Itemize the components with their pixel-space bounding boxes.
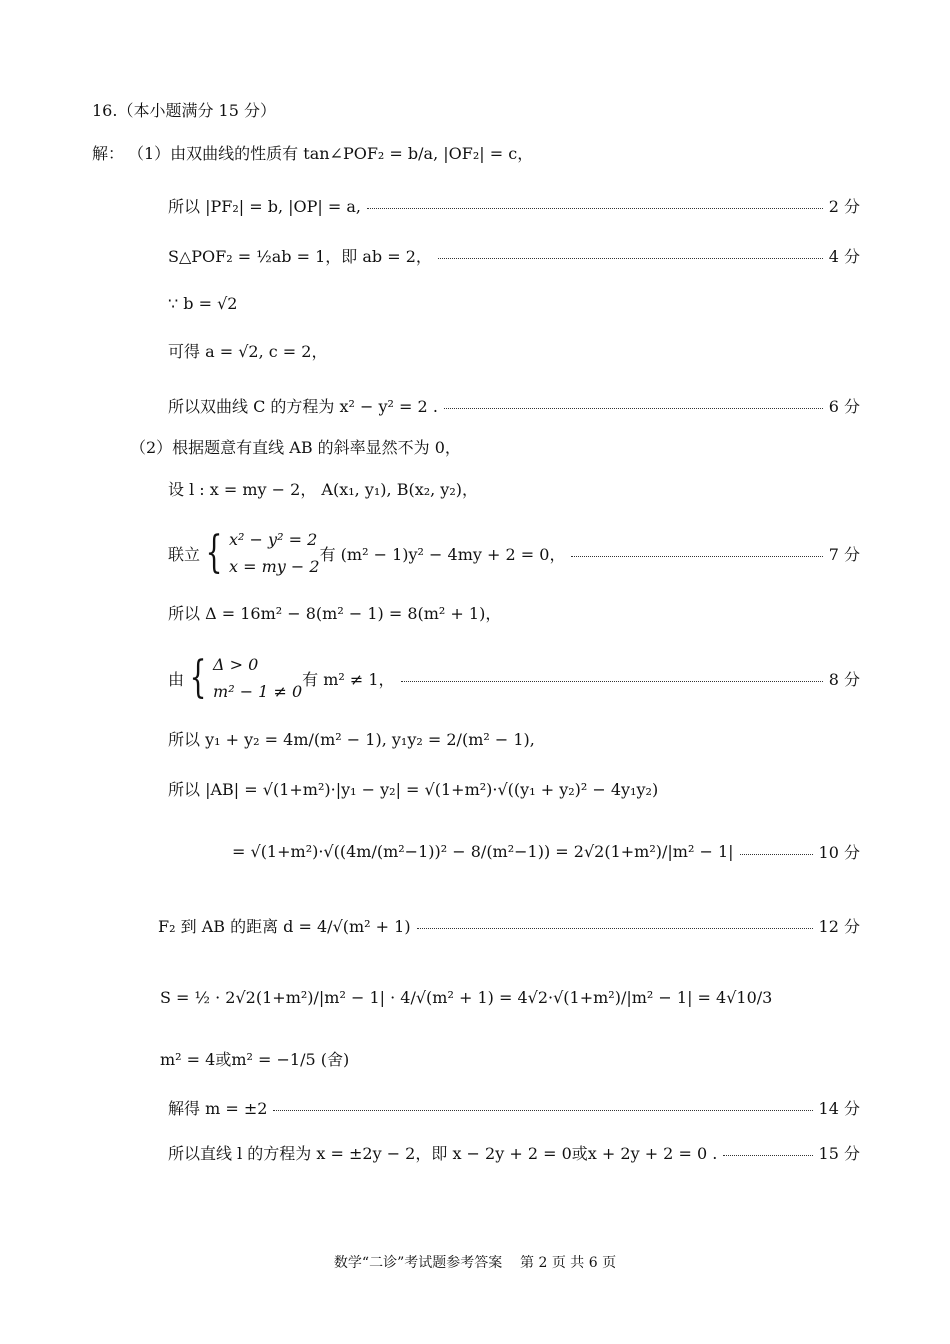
leader-dots: [723, 1155, 812, 1156]
leader-dots: [367, 208, 823, 209]
leader-dots: [740, 854, 813, 855]
system-of-equations: [168, 527, 566, 578]
solution-label: 解：: [92, 144, 125, 163]
score-mark: 7 分: [828, 544, 860, 564]
solution-line: = √(1+m²)·√((4m/(m²−1))² − 8/(m²−1)) = 2√2(1+m²)/|m² − 1|: [232, 842, 734, 861]
equation: x = my − 2: [229, 557, 320, 576]
score-mark: 6 分: [828, 397, 860, 416]
solution-line: 所以 y₁ + y₂ = 4m/(m² − 1), y₁y₂ = 2/(m² − 1),: [168, 730, 535, 749]
solution-row: [168, 652, 860, 703]
solution-line: 所以直线 l 的方程为 x = ±2y − 2，即 x − 2y + 2 = 0或x + 2y + 2 = 0 .: [168, 1144, 718, 1163]
score-mark: 2 分: [828, 197, 860, 216]
score-mark: 12 分: [818, 917, 860, 936]
solution-text: 有 (m² − 1)y² − 4my + 2 = 0，: [319, 544, 566, 564]
solution-row: [168, 394, 860, 417]
brace-glyph: {: [205, 527, 223, 578]
solution-row: [168, 1096, 860, 1119]
solution-line: 所以 |AB| = √(1+m²)·|y₁ − y₂| = √(1+m²)·√((y₁ + y₂)² − 4y₁y₂): [168, 780, 659, 799]
solution-line-part1-property: （1）由双曲线的性质有 tan∠POF₂ = b/a, |OF₂| = c，: [128, 144, 534, 163]
page-footer: 数学“二诊”考试题参考答案 第 2 页 共 6 页: [333, 1255, 617, 1271]
solution-line: S△POF₂ = ½ab = 1，即 ab = 2，: [168, 247, 432, 266]
brace-system: [184, 652, 303, 703]
solution-text: 由: [168, 669, 185, 689]
solution-line: 可得 a = √2, c = 2，: [168, 342, 328, 361]
solution-line: 设 l : x = my − 2， A(x₁, y₁), B(x₂, y₂)，: [168, 480, 479, 499]
solution-line: m² = 4或m² = −1/5 (舍): [160, 1050, 350, 1069]
score-mark: 4 分: [828, 247, 860, 266]
equation: x² − y² = 2: [229, 530, 318, 549]
score-mark: 15 分: [818, 1144, 860, 1163]
solution-line: ∵ b = √2: [168, 294, 238, 313]
brace-system: [200, 527, 320, 578]
system-of-conditions: [168, 652, 395, 703]
solution-line: 所以 Δ = 16m² − 8(m² − 1) = 8(m² + 1)，: [168, 604, 502, 623]
leader-dots: [401, 681, 823, 682]
solution-line: S = ½ · 2√2(1+m²)/|m² − 1| · 4/√(m² + 1) = 4√2·√(1+m²)/|m² − 1| = 4√10/3: [160, 988, 773, 1007]
question-header: 16.（本小题满分 15 分）: [92, 101, 276, 120]
score-mark: 10 分: [818, 843, 860, 862]
solution-row: [158, 914, 860, 937]
leader-dots: [417, 928, 813, 929]
leader-dots: [444, 408, 823, 409]
score-mark: 14 分: [818, 1099, 860, 1118]
condition: m² − 1 ≠ 0: [213, 682, 303, 701]
solution-row: [168, 194, 860, 217]
solution-row: [232, 840, 860, 863]
condition: Δ > 0: [213, 655, 259, 674]
solution-line-part2-intro: （2）根据题意有直线 AB 的斜率显然不为 0，: [130, 438, 461, 457]
leader-dots: [438, 258, 823, 259]
solution-row: [168, 1141, 860, 1164]
leader-dots: [273, 1110, 812, 1111]
solution-row: [168, 244, 860, 267]
solution-line: 所以双曲线 C 的方程为 x² − y² = 2 .: [168, 397, 438, 416]
solution-line: F₂ 到 AB 的距离 d = 4/√(m² + 1): [158, 917, 411, 936]
solution-line: 解得 m = ±2: [168, 1099, 268, 1118]
solution-text: 有 m² ≠ 1，: [302, 669, 395, 689]
solution-line: 所以 |PF₂| = b, |OP| = a,: [168, 197, 362, 216]
leader-dots: [571, 556, 822, 557]
brace-glyph: {: [189, 652, 207, 703]
score-mark: 8 分: [828, 669, 860, 689]
solution-row: [168, 527, 860, 578]
solution-text: 联立: [168, 544, 201, 564]
